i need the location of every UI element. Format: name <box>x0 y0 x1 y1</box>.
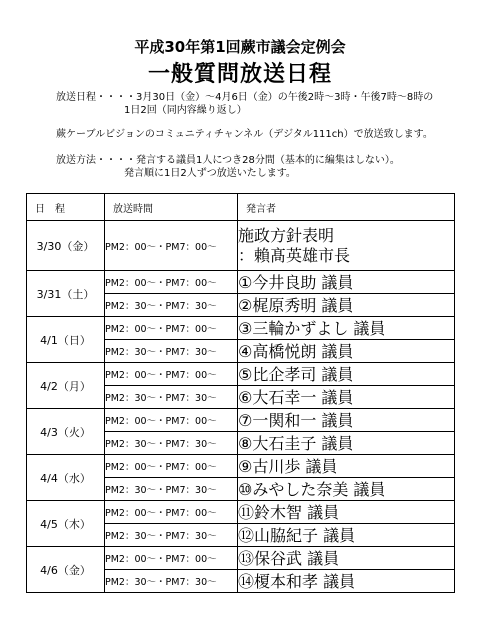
time-cell: PM2：30～・PM7：30～ <box>105 524 238 547</box>
channel-line: 蕨ケーブルビジョンのコミュニティチャンネル（デジタル111ch）で放送致します。 <box>56 129 433 140</box>
schedule-table <box>26 193 455 593</box>
time-cell: PM2：30～・PM7：30～ <box>105 386 238 409</box>
schedule-line-1: 放送日程・・・・3月30日（金）～4月6日（金）の午後2時～3時・午後7時～8時の <box>56 92 434 103</box>
time-cell: PM2：00～・PM7：00～ <box>105 409 238 432</box>
time-cell: PM2：30～・PM7：30～ <box>105 340 238 363</box>
header-time: 放送時間 <box>105 194 238 221</box>
speaker-cell: ⑦一関和一 議員 <box>238 409 455 432</box>
speaker-cell: ⑧大石圭子 議員 <box>238 432 455 455</box>
document-title: 平成30年第1回蕨市議会定例会 <box>134 38 346 56</box>
date-cell: 3/30（金） <box>27 221 105 271</box>
time-cell: PM2：00～・PM7：00～ <box>105 317 238 340</box>
time-cell: PM2：00～・PM7：00～ <box>105 363 238 386</box>
speaker-line-1: 施政方針表明 <box>238 225 335 245</box>
table-row <box>27 409 455 432</box>
speaker-cell: ④高橋悦朗 議員 <box>238 340 455 363</box>
header-date: 日 程 <box>27 194 105 221</box>
date-cell: 4/2（月） <box>27 363 105 409</box>
time-cell: PM2：30～・PM7：30～ <box>105 478 238 501</box>
time-cell: PM2：30～・PM7：30～ <box>105 570 238 593</box>
table-row <box>27 547 455 570</box>
date-cell: 4/4（水） <box>27 455 105 501</box>
table-row <box>27 317 455 340</box>
time-cell: PM2：00～・PM7：00～ <box>105 221 238 271</box>
date-cell: 4/1（日） <box>27 317 105 363</box>
speaker-cell: ⑨古川歩 議員 <box>238 455 455 478</box>
date-cell: 3/31（土） <box>27 271 105 317</box>
table-row <box>27 271 455 294</box>
time-cell: PM2：00～・PM7：00～ <box>105 501 238 524</box>
date-cell: 4/6（金） <box>27 547 105 593</box>
time-cell: PM2：00～・PM7：00～ <box>105 455 238 478</box>
speaker-cell: ⑫山脇紀子 議員 <box>238 524 455 547</box>
table-row <box>27 501 455 524</box>
speaker-cell: ⑥大石幸一 議員 <box>238 386 455 409</box>
document-subtitle: 一般質問放送日程 <box>147 62 332 87</box>
date-cell: 4/3（火） <box>27 409 105 455</box>
date-cell: 4/5（木） <box>27 501 105 547</box>
speaker-cell <box>238 221 455 271</box>
speaker-cell: ①今井良助 議員 <box>238 271 455 294</box>
speaker-cell: ⑬保谷武 議員 <box>238 547 455 570</box>
time-cell: PM2：00～・PM7：00～ <box>105 271 238 294</box>
time-cell: PM2：30～・PM7：30～ <box>105 294 238 317</box>
header-speaker: 発言者 <box>238 194 455 221</box>
speaker-cell: ③三輪かずよし 議員 <box>238 317 455 340</box>
time-cell: PM2：00～・PM7：00～ <box>105 547 238 570</box>
table-row <box>27 221 455 271</box>
schedule-line-2: 1日2回（同内容繰り返し） <box>124 105 247 116</box>
speaker-cell: ⑤比企孝司 議員 <box>238 363 455 386</box>
method-line-1: 放送方法・・・・発言する議員1人につき28分間（基本的に編集はしない）。 <box>56 155 400 166</box>
speaker-cell: ⑩みやした奈美 議員 <box>238 478 455 501</box>
method-line-2: 発言順に1日2人ずつ放送いたします。 <box>124 168 296 179</box>
table-row <box>27 455 455 478</box>
speaker-cell: ⑪鈴木智 議員 <box>238 501 455 524</box>
table-row <box>27 363 455 386</box>
speaker-cell: ⑭榎本和孝 議員 <box>238 570 455 593</box>
speaker-cell: ②梶原秀明 議員 <box>238 294 455 317</box>
speaker-line-2: ：賴髙英雄市長 <box>238 245 351 265</box>
time-cell: PM2：30～・PM7：30～ <box>105 432 238 455</box>
